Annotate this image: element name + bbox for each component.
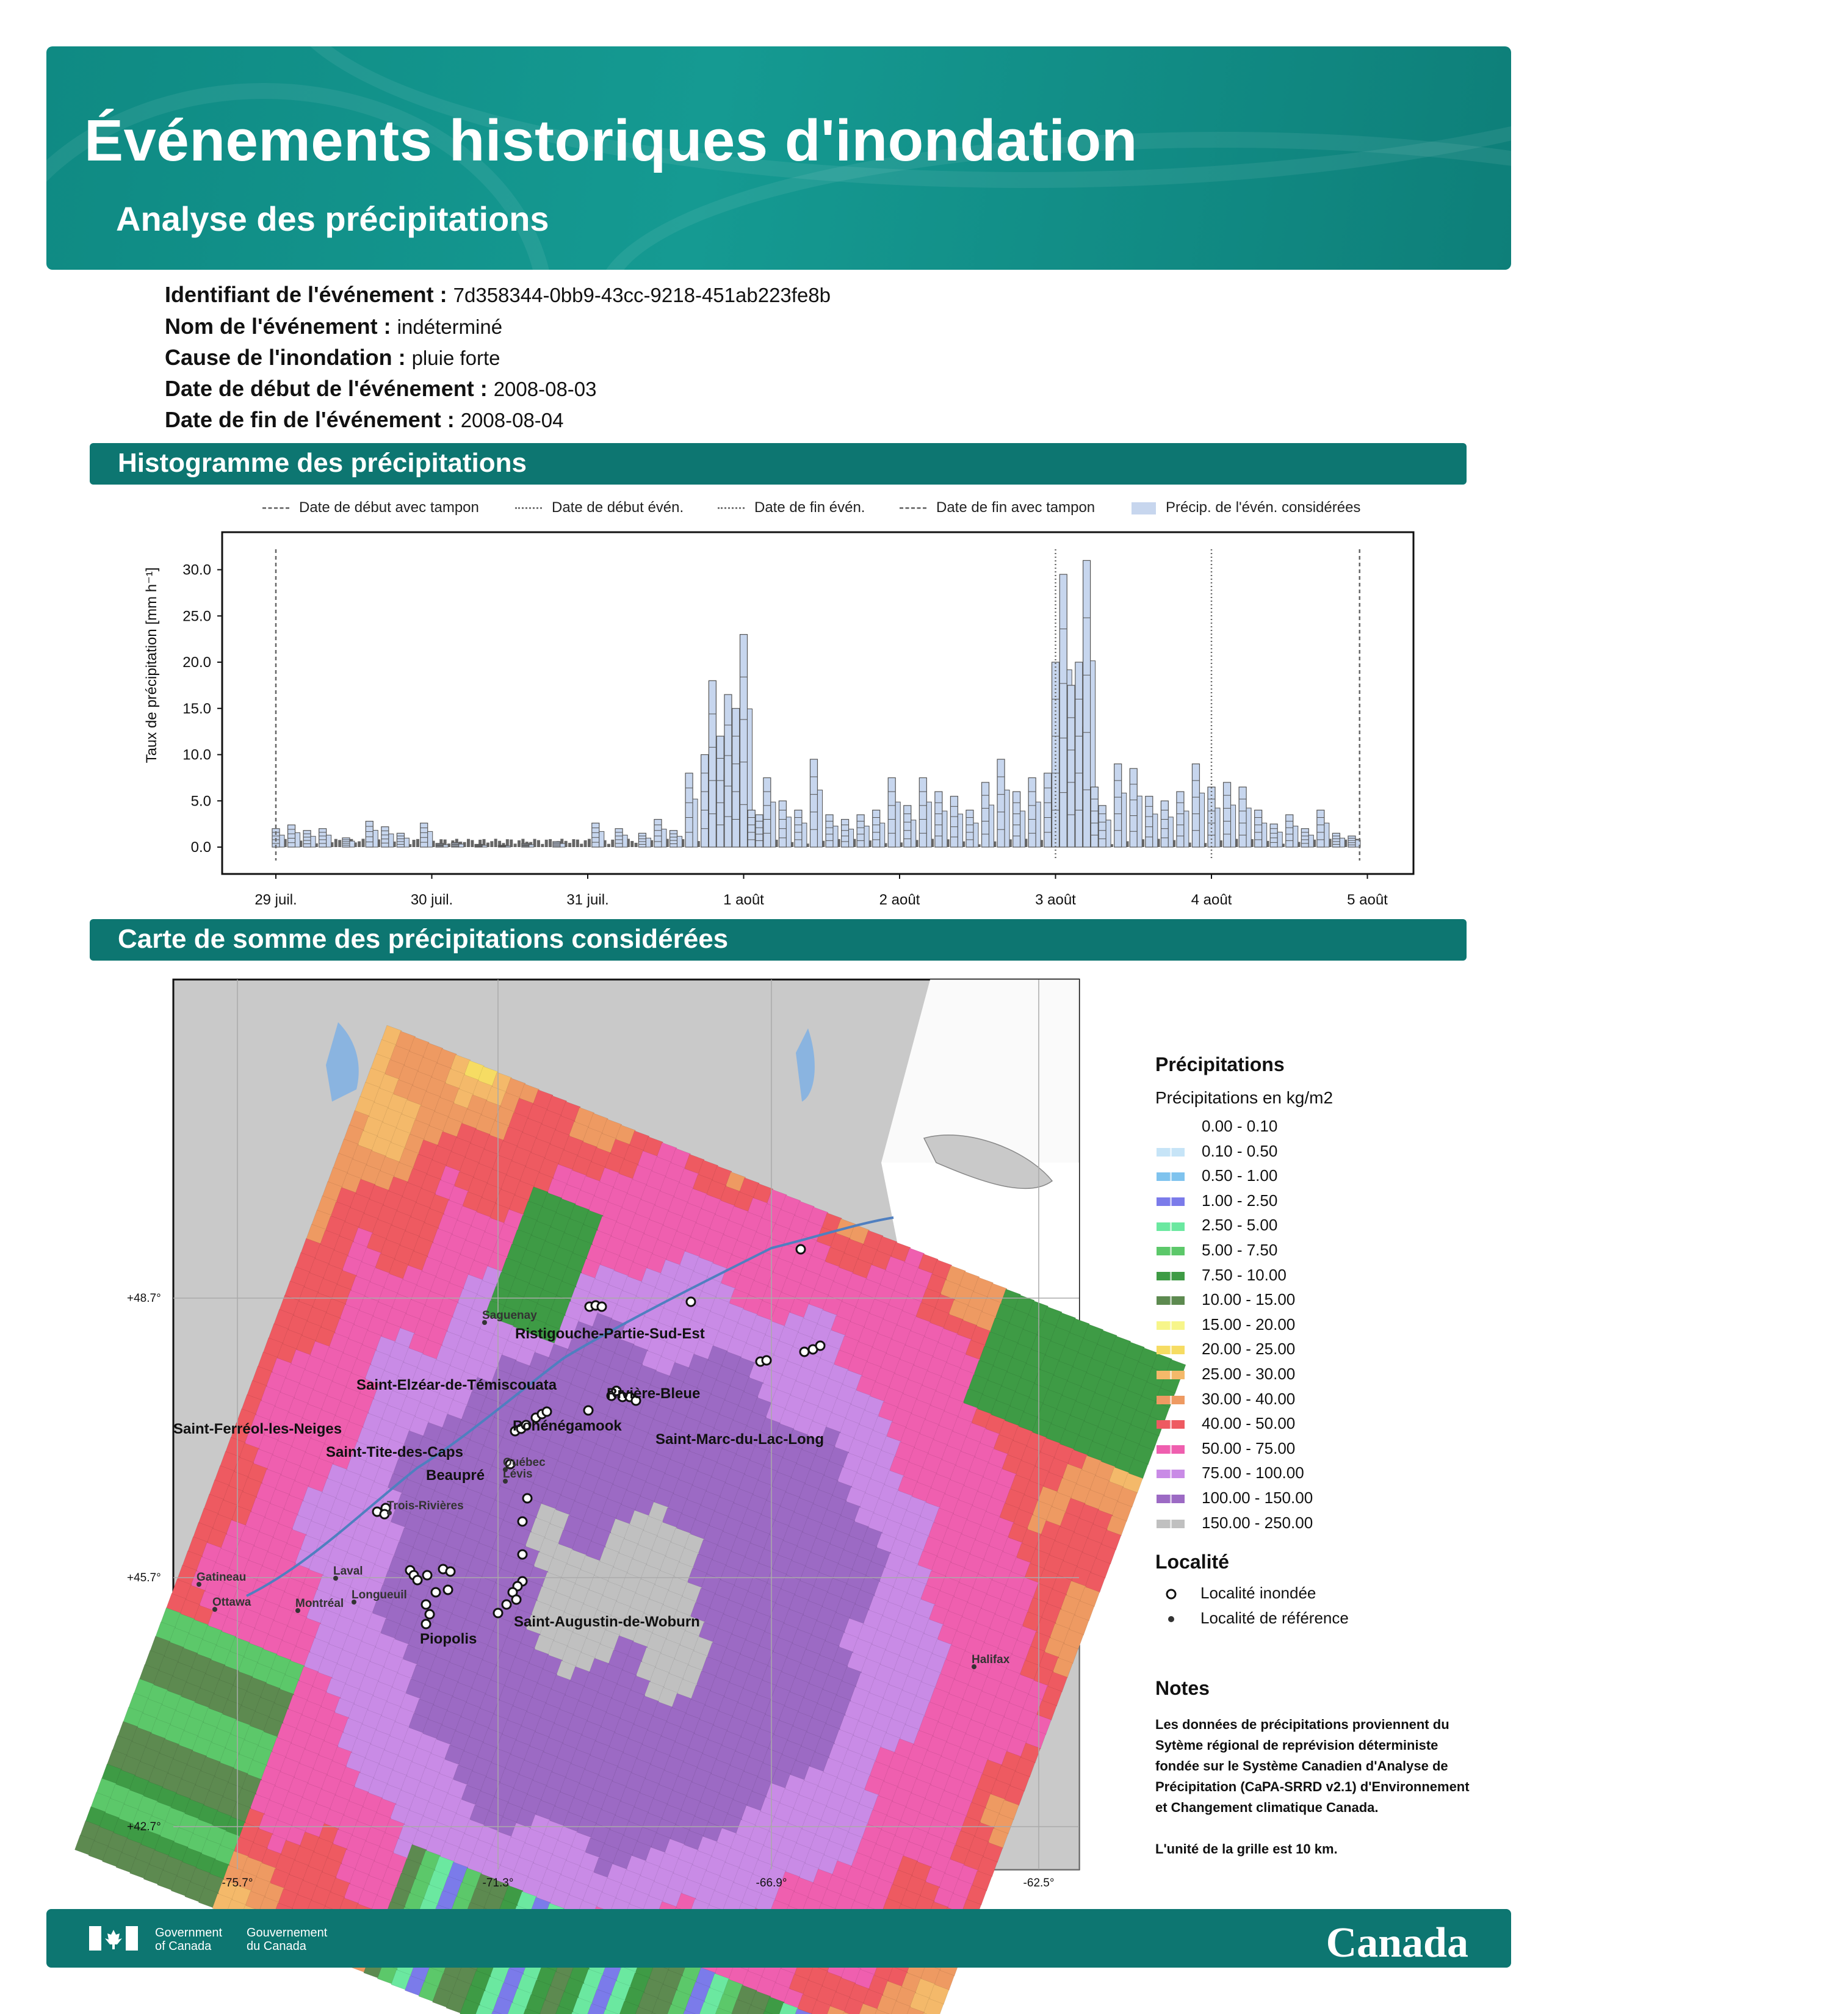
legend-bin-label: 75.00 - 100.00: [1202, 1464, 1304, 1482]
flooded-locality-marker: [422, 1620, 430, 1628]
histogram-bar: [958, 814, 962, 847]
histogram-bar: [732, 709, 740, 847]
histogram-bar: [482, 845, 487, 847]
histogram-bar: [397, 833, 404, 847]
flooded-locality-marker: [446, 1567, 455, 1576]
histogram-bar: [1184, 811, 1189, 847]
bar-baseline: [607, 844, 610, 847]
histogram-bar: [1083, 560, 1091, 847]
histogram-bar: [1246, 808, 1251, 847]
reference-locality-label: Longueuil: [352, 1589, 407, 1601]
event-name-label: Nom de l'événement :: [165, 314, 391, 339]
histogram-bar: [1308, 835, 1313, 847]
notes: [1155, 1677, 1473, 1860]
y-tick-label: 20.0: [182, 654, 211, 671]
histogram-bar: [1270, 824, 1277, 847]
histogram-bar: [662, 829, 666, 847]
flooded-locality-marker: [543, 1407, 551, 1416]
x-tick-label: 29 juil.: [254, 892, 297, 908]
bar-baseline: [545, 840, 548, 847]
histogram-bar: [327, 835, 331, 847]
histogram-bar: [693, 799, 698, 847]
legend-swatch: [1157, 1470, 1185, 1478]
notes-title: Notes: [1155, 1677, 1210, 1699]
histogram-bar: [740, 635, 748, 847]
lon-label: -71.3°: [482, 1877, 514, 1889]
histogram-bar: [888, 778, 895, 847]
bar-baseline: [338, 840, 341, 847]
lon-label: -66.9°: [756, 1877, 787, 1889]
legend-start-event: Date de début évén.: [515, 499, 684, 516]
lon-label: -62.5°: [1023, 1877, 1055, 1889]
legend-bin-label: 0.50 - 1.00: [1202, 1166, 1278, 1185]
bar-baseline: [635, 843, 638, 847]
flooded-locality-label: Rivière-Bleue: [607, 1385, 701, 1402]
histogram-bar: [615, 829, 623, 847]
event-end-value: 2008-08-04: [460, 409, 564, 431]
y-tick-label: 30.0: [182, 561, 211, 579]
page-subtitle: Analyse des précipitations: [116, 200, 549, 238]
y-tick-label: 5.0: [190, 793, 211, 810]
reference-locality-label: Halifax: [972, 1653, 1010, 1666]
flooded-locality-label: Pohénégamook: [513, 1418, 622, 1434]
histogram-bar: [724, 695, 732, 847]
legend-bin: [1155, 1238, 1473, 1263]
histogram-bar: [701, 755, 709, 848]
flooded-locality-marker: [584, 1406, 593, 1415]
bar-baseline: [416, 839, 419, 847]
histogram-bar: [1231, 805, 1236, 847]
event-id-label: Identifiant de l'événement :: [165, 282, 447, 307]
histogram-bar: [1059, 574, 1067, 847]
histogram-bar: [288, 825, 295, 847]
legend-bin: [1155, 1213, 1473, 1238]
legend-bin: [1155, 1188, 1473, 1213]
legend-bin-label: 2.50 - 5.00: [1202, 1216, 1278, 1235]
legend-bin-label: 1.00 - 2.50: [1202, 1191, 1278, 1210]
legend-swatch: [1157, 1495, 1185, 1503]
bar-baseline: [576, 840, 579, 847]
histogram-bar: [1177, 792, 1184, 847]
histogram-bar: [638, 833, 646, 847]
histogram-bar: [826, 815, 833, 847]
histogram-bar: [280, 835, 284, 847]
histogram-bar: [935, 792, 942, 847]
histogram-bar: [623, 835, 627, 847]
flooded-locality-marker: [597, 1302, 606, 1311]
section-title-histogram: Histogramme des précipitations: [90, 443, 1467, 485]
bar-baseline: [572, 839, 575, 847]
legend-bin-label: 40.00 - 50.00: [1202, 1414, 1296, 1433]
legend-swatch: [1157, 1272, 1185, 1280]
legend-bin-label: 25.00 - 30.00: [1202, 1364, 1296, 1383]
histogram-bar: [1262, 823, 1267, 847]
histogram-bar: [599, 831, 604, 847]
histogram-bar: [763, 778, 771, 847]
reference-locality-label: Montréal: [295, 1597, 344, 1610]
histogram-bar: [842, 820, 849, 847]
histogram-bar: [833, 826, 838, 847]
histogram-bar: [1099, 806, 1106, 847]
bar-baseline: [588, 839, 591, 848]
flooded-locality-marker: [523, 1494, 532, 1503]
event-cause-label: Cause de l'inondation :: [165, 345, 406, 370]
histogram-bar: [1324, 823, 1329, 847]
histogram-bar: [350, 841, 355, 847]
bar-baseline: [334, 839, 337, 847]
legend-swatch: [1157, 1396, 1185, 1404]
reference-locality-label: Laval: [333, 1565, 363, 1578]
lat-label: +45.7°: [127, 1572, 161, 1584]
notes-grid: L'unité de la grille est 10 km.: [1155, 1841, 1338, 1857]
bar-baseline: [580, 843, 583, 847]
y-tick-label: 0.0: [190, 839, 211, 856]
histogram-bar: [1036, 802, 1041, 847]
y-tick-label: 10.0: [182, 746, 211, 763]
flooded-locality-label: Piopolis: [420, 1631, 477, 1647]
bar-baseline: [584, 840, 587, 847]
histogram-bar: [802, 823, 807, 847]
histogram-bar: [1146, 796, 1153, 847]
histogram-bar: [366, 821, 373, 847]
histogram-bar: [1122, 793, 1127, 847]
flooded-locality-marker: [423, 1571, 431, 1579]
histogram-bar: [873, 810, 880, 847]
bar-baseline: [549, 839, 552, 847]
bar-baseline: [537, 840, 540, 847]
flooded-locality-label: Saint-Elzéar-de-Témiscouata: [356, 1377, 557, 1393]
legend-bin: [1155, 1263, 1473, 1288]
histogram-bar: [1020, 811, 1025, 847]
histogram-ylabel: Taux de précipitation [mm h⁻¹]: [143, 567, 160, 763]
legend-bin-label: 5.00 - 7.50: [1202, 1240, 1278, 1259]
legend-flooded: Localité inondée: [1155, 1581, 1473, 1606]
histogram-bar: [677, 836, 682, 847]
histogram-bar: [685, 773, 693, 847]
reference-locality-label: Saguenay: [482, 1309, 537, 1322]
histogram-bar: [779, 801, 786, 847]
histogram-bar: [716, 736, 724, 847]
legend-bin-label: 15.00 - 20.00: [1202, 1315, 1296, 1334]
legend-bin-label: 7.50 - 10.00: [1202, 1265, 1287, 1284]
reference-locality-label: Lévis: [503, 1468, 533, 1481]
legend-bin: [1155, 1337, 1473, 1362]
flooded-locality-marker: [687, 1298, 695, 1306]
histogram-bar: [443, 845, 448, 847]
histogram-bar: [1348, 836, 1355, 847]
legend-bin: [1155, 1114, 1473, 1139]
legend-reference: Localité de référence: [1155, 1606, 1473, 1631]
notes-body: Les données de précipitations proviennent du Sytème régional de reprévision déterministe fondée sur le Système Canadien d'Analyse de Précipitation (CaPA-SRRD v2.1) d'Environnement et Changement climatique Canada.: [1155, 1717, 1470, 1815]
histogram-bar: [904, 806, 911, 847]
flooded-locality-label: Beaupré: [426, 1467, 485, 1484]
histogram-bar: [420, 823, 428, 847]
lat-label: +42.7°: [127, 1821, 161, 1833]
histogram-bar: [895, 802, 900, 847]
legend-swatch: [1157, 1148, 1185, 1157]
flooded-locality-marker: [444, 1586, 452, 1594]
x-tick-label: 1 août: [723, 892, 764, 908]
histogram-bar: [670, 831, 677, 847]
histogram-bar: [311, 836, 316, 847]
histogram-bar: [1332, 833, 1340, 847]
flooded-locality-label: Saint-Marc-du-Lac-Long: [655, 1431, 824, 1448]
histogram-bar: [1192, 764, 1199, 847]
histogram-bar: [1091, 787, 1098, 847]
legend-swatch: [1157, 1247, 1185, 1255]
precipitation-map: [127, 980, 1079, 1889]
legend-bin-label: 30.00 - 40.00: [1202, 1389, 1296, 1408]
histogram-bar: [459, 844, 464, 847]
bar-baseline: [518, 840, 521, 847]
histogram-bar: [942, 811, 947, 847]
histogram-bar: [560, 843, 565, 847]
reference-locality-label: Gatineau: [197, 1571, 247, 1584]
y-tick-label: 15.0: [182, 700, 211, 717]
histogram-bar: [1255, 810, 1262, 847]
bar-baseline: [494, 839, 497, 847]
histogram-bar: [319, 829, 327, 847]
histogram-bar: [1013, 792, 1020, 847]
histogram-bar: [911, 820, 916, 847]
bar-baseline: [490, 841, 493, 847]
histogram-bar: [997, 759, 1005, 847]
legend-bin-label: 0.00 - 0.10: [1202, 1117, 1278, 1135]
histogram-bar: [592, 823, 599, 847]
legend-swatch: [1157, 1371, 1185, 1379]
histogram-bar: [342, 838, 350, 847]
histogram-bar: [1153, 814, 1158, 847]
histogram-bar: [849, 829, 854, 847]
histogram-bar: [1277, 832, 1282, 847]
bar-baseline: [358, 842, 361, 847]
histogram-bar: [919, 778, 926, 847]
event-cause-value: pluie forte: [411, 347, 500, 369]
histogram-bar: [709, 680, 716, 847]
histogram-bar: [966, 810, 973, 847]
event-id-value: 7d358344-0bb9-43cc-9218-451ab223fe8b: [453, 284, 831, 306]
flooded-locality-marker: [518, 1517, 527, 1526]
bar-baseline: [611, 840, 614, 847]
lon-label: -75.7°: [222, 1877, 253, 1889]
reference-locality-label: Québec: [503, 1456, 546, 1469]
histogram-bar: [973, 823, 978, 847]
legend-swatch: [1157, 1123, 1185, 1132]
canada-wordmark: Canada: [1326, 1919, 1468, 1966]
government-of-canada-en: Government of Canada: [155, 1926, 223, 1953]
legend-considered: Précip. de l'évén. considérées: [1132, 499, 1360, 516]
x-tick-label: 5 août: [1347, 892, 1388, 908]
legend-swatch: [1157, 1172, 1185, 1181]
histogram-bar: [950, 796, 958, 847]
event-start-label: Date de début de l'événement :: [165, 376, 488, 401]
locality-legend-title: Localité: [1155, 1551, 1229, 1573]
event-end-label: Date de fin de l'événement :: [165, 407, 455, 432]
bar-baseline: [630, 841, 633, 847]
histogram-bar: [989, 805, 994, 847]
flooded-locality-marker: [800, 1348, 809, 1356]
legend-bin: [1155, 1139, 1473, 1164]
x-tick-label: 4 août: [1191, 892, 1232, 908]
histogram-bar: [295, 832, 300, 847]
histogram-bar: [756, 815, 763, 847]
flooded-locality-label: Saint-Augustin-de-Woburn: [514, 1614, 700, 1630]
legend-bin: [1155, 1387, 1473, 1412]
canada-flag-icon: [89, 1926, 138, 1951]
histogram-bar: [786, 817, 791, 847]
histogram-bar: [771, 802, 776, 847]
histogram-bar: [1161, 801, 1168, 847]
legend-end-event: Date de fin évén.: [718, 499, 865, 516]
footer: [46, 1909, 1511, 1968]
x-tick-label: 2 août: [879, 892, 920, 908]
histogram-bar: [748, 810, 755, 847]
x-tick-label: 30 juil.: [410, 892, 453, 908]
legend-bin: [1155, 1312, 1473, 1337]
histogram-bar: [381, 827, 389, 847]
histogram-bar: [1075, 662, 1083, 847]
histogram-bar: [1224, 782, 1231, 847]
histogram-bar: [505, 846, 510, 847]
reference-locality-label: Ottawa: [212, 1596, 251, 1609]
flooded-locality-marker: [762, 1356, 771, 1365]
flooded-locality-label: Saint-Ferréol-les-Neiges: [173, 1421, 342, 1437]
flooded-locality-marker: [425, 1610, 434, 1619]
histogram-bar: [1137, 796, 1142, 847]
histogram-bar: [1106, 820, 1111, 847]
flooded-locality-label: Saint-Tite-des-Caps: [326, 1444, 463, 1460]
histogram-bar: [857, 815, 864, 847]
legend-bin: [1155, 1163, 1473, 1188]
flooded-locality-marker: [494, 1609, 502, 1617]
histogram-bar: [1005, 790, 1009, 847]
histogram-bar: [982, 782, 989, 847]
x-tick-label: 31 juil.: [566, 892, 609, 908]
legend-bin-label: 20.00 - 25.00: [1202, 1340, 1296, 1359]
flooded-locality-marker: [796, 1245, 805, 1254]
flooded-locality-marker: [502, 1600, 511, 1609]
histogram-bar: [1317, 810, 1324, 847]
histogram-bar: [810, 759, 817, 847]
histogram-bar: [529, 845, 534, 847]
histogram-bar: [926, 802, 931, 847]
page-title: Événements historiques d'inondation: [84, 108, 1138, 173]
reference-locality-label: Trois-Rivières: [387, 1500, 464, 1512]
legend-bin: [1155, 1510, 1473, 1536]
histogram-bar: [303, 831, 311, 847]
histogram-bar: [1301, 829, 1308, 847]
histogram-bar: [654, 820, 662, 847]
flooded-locality-marker: [422, 1600, 430, 1609]
legend-swatch: [1157, 1296, 1185, 1305]
legend-bin: [1155, 1411, 1473, 1436]
histogram-bar: [646, 838, 651, 847]
histogram-bar: [373, 830, 378, 847]
flooded-locality-label: Ristigouche-Partie-Sud-Est: [515, 1326, 705, 1342]
histogram-bar: [428, 831, 433, 847]
legend-bin: [1155, 1436, 1473, 1461]
flooded-locality-marker: [512, 1595, 521, 1604]
bar-baseline: [541, 844, 544, 847]
legend-bin: [1155, 1362, 1473, 1387]
histogram-bar: [1130, 768, 1137, 847]
section-title-map: Carte de somme des précipitations considérées: [90, 919, 1467, 961]
histogram-bar: [1114, 764, 1122, 847]
histogram-bar: [1286, 815, 1293, 847]
legend-swatch: [1157, 1445, 1185, 1454]
map-legend: [1155, 1053, 1473, 1630]
legend-bin-label: 100.00 - 150.00: [1202, 1488, 1313, 1507]
legend-swatch: [1157, 1197, 1185, 1206]
legend-bin-label: 150.00 - 250.00: [1202, 1513, 1313, 1532]
bar-baseline: [467, 839, 470, 847]
histogram-bar: [1044, 773, 1052, 847]
bar-baseline: [413, 840, 416, 847]
legend-bin: [1155, 1460, 1473, 1485]
legend-subtitle: Précipitations en kg/m2: [1155, 1088, 1334, 1107]
legend-swatch: [1157, 1222, 1185, 1231]
legend-bin-label: 10.00 - 15.00: [1202, 1290, 1296, 1309]
histogram-bar: [1340, 838, 1344, 847]
histogram-bar: [389, 834, 394, 847]
legend-end-buffer: Date de fin avec tampon: [900, 499, 1095, 516]
flooded-locality-marker: [816, 1341, 825, 1350]
legend-swatch: [1157, 1321, 1185, 1330]
government-of-canada-fr: Gouvernement du Canada: [247, 1926, 328, 1953]
bar-baseline: [568, 843, 571, 847]
histogram-bar: [795, 810, 802, 847]
histogram-bar: [1028, 778, 1036, 847]
legend-bin-label: 50.00 - 75.00: [1202, 1438, 1296, 1457]
legend-swatch: [1157, 1520, 1185, 1528]
histogram-bar: [1199, 793, 1204, 847]
histogram-bar: [1168, 817, 1173, 847]
flooded-locality-marker: [431, 1588, 440, 1597]
legend-bin: [1155, 1485, 1473, 1510]
histogram-bar: [1215, 808, 1220, 847]
legend-start-buffer: Date de début avec tampon: [262, 499, 479, 516]
histogram-bar: [880, 823, 885, 847]
x-tick-label: 3 août: [1035, 892, 1076, 908]
event-name-value: indéterminé: [397, 316, 503, 338]
flooded-locality-marker: [413, 1576, 422, 1584]
legend-swatch: [1157, 1346, 1185, 1354]
histogram-bar: [1293, 826, 1298, 847]
event-start-value: 2008-08-03: [493, 378, 597, 400]
histogram-bar: [817, 790, 822, 847]
bar-baseline: [362, 839, 365, 847]
bar-baseline: [471, 840, 474, 847]
histogram-bar: [1239, 787, 1246, 847]
legend-bin-label: 0.10 - 0.50: [1202, 1141, 1278, 1160]
bar-baseline: [514, 843, 517, 847]
legend-bin: [1155, 1287, 1473, 1312]
histogram-bar: [404, 838, 409, 847]
legend-title: Précipitations: [1155, 1053, 1285, 1075]
legend-swatch: [1157, 1420, 1185, 1429]
flooded-locality-marker: [518, 1550, 527, 1559]
histogram-bar: [1067, 685, 1075, 847]
histogram-bar: [864, 826, 869, 847]
precipitation-histogram: [0, 0, 1556, 915]
lat-label: +48.7°: [127, 1292, 161, 1305]
y-tick-label: 25.0: [182, 608, 211, 625]
